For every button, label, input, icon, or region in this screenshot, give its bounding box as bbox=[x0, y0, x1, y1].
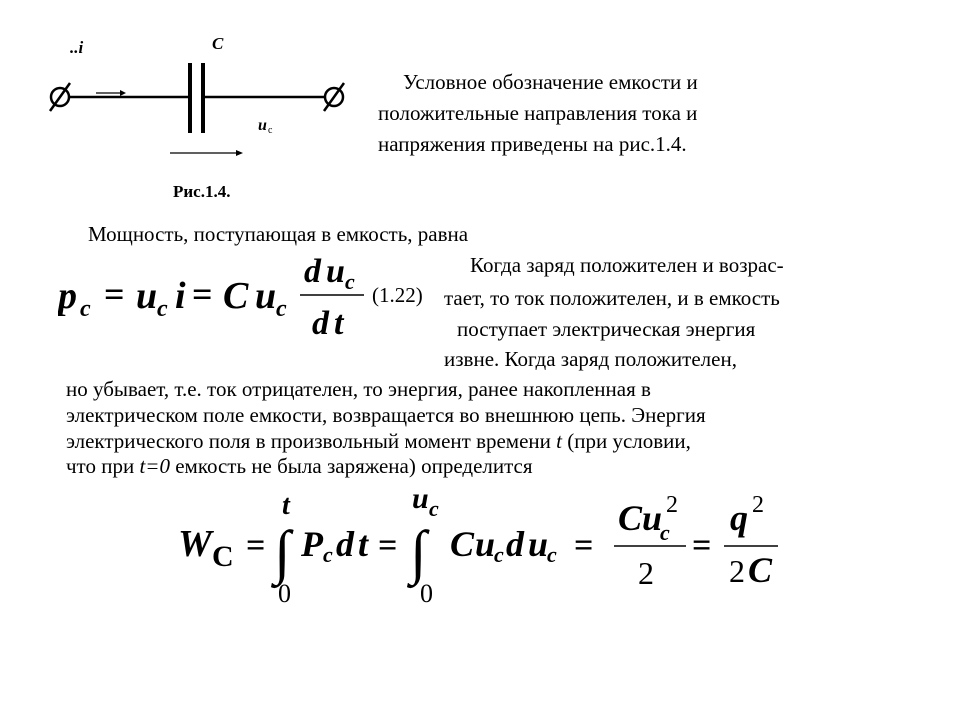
side-line-4: извне. Когда заряд положителен, bbox=[444, 347, 737, 371]
formula-u2: u bbox=[255, 275, 277, 317]
fraction1-u: u bbox=[642, 498, 663, 538]
fraction1-square: 2 bbox=[666, 492, 678, 518]
formula-num-sub: c bbox=[345, 269, 355, 294]
body-line-4 bbox=[66, 453, 533, 479]
side-line-2: тает, то ток положителен, и в емкость bbox=[444, 286, 780, 310]
figure-caption: Рис.1.4. bbox=[173, 182, 231, 201]
intro-line-2: положительные направления тока и bbox=[378, 101, 698, 125]
fraction2-square: 2 bbox=[752, 492, 764, 518]
formula-i: i bbox=[175, 275, 186, 317]
voltage-label: u bbox=[258, 117, 267, 134]
energy-eq-2: = bbox=[378, 527, 398, 564]
intro-line-1: Условное обозначение емкости и bbox=[403, 70, 698, 94]
fraction2-q: q bbox=[730, 498, 748, 538]
energy-W: W bbox=[178, 523, 212, 565]
energy-W-sub: C bbox=[212, 540, 234, 573]
body-line-4-a: что при bbox=[66, 454, 140, 478]
energy-eq-3: = bbox=[574, 527, 594, 564]
formula-num-u: u bbox=[326, 253, 345, 290]
formula-num-d: d bbox=[304, 253, 321, 290]
formula-u2-sub: c bbox=[276, 296, 287, 322]
time-zero-condition: t=0 bbox=[139, 454, 170, 478]
intro-line-3: напряжения приведены на рис.1.4. bbox=[378, 132, 687, 156]
current-arrow-head bbox=[120, 90, 126, 96]
fraction1-C: C bbox=[618, 498, 643, 538]
time-symbol: t bbox=[556, 429, 562, 453]
integral-icon-2: ∫ bbox=[410, 519, 427, 585]
integral-upper-1: t bbox=[282, 490, 290, 521]
body-line-1: но убывает, т.е. ток отрицателен, то энергия, ранее накопленная в bbox=[66, 377, 651, 401]
energy-eq-1: = bbox=[246, 527, 266, 564]
side-line-3: поступает электрическая энергия bbox=[457, 317, 756, 341]
voltage-arrow-head bbox=[236, 150, 243, 156]
formula-den-t: t bbox=[334, 305, 344, 342]
formula-p-sub: c bbox=[80, 296, 91, 322]
capacitor-label: C bbox=[212, 34, 224, 53]
energy-u-sub: c bbox=[494, 542, 504, 567]
energy-C: C bbox=[450, 524, 475, 564]
formula-eq-2: = bbox=[192, 274, 213, 314]
fraction1-u-sub: c bbox=[660, 520, 670, 545]
power-sentence: Мощность, поступающая в емкость, равна bbox=[88, 222, 469, 246]
side-line-1: Когда заряд положителен и возрас- bbox=[470, 253, 784, 277]
integral-lower-2: 0 bbox=[420, 579, 433, 608]
body-line-3-b: (при условии, bbox=[562, 429, 691, 453]
formula-C: C bbox=[223, 275, 249, 317]
body-line-3-a: электрического поля в произвольный момент времени bbox=[66, 429, 557, 453]
energy-d-1: d bbox=[336, 524, 354, 564]
integral-upper-2-u: u bbox=[412, 486, 429, 515]
energy-formula bbox=[178, 486, 798, 616]
circuit-figure bbox=[40, 25, 370, 210]
energy-P-sub: c bbox=[323, 542, 333, 567]
fraction2-C: C bbox=[748, 550, 773, 590]
formula-u: u bbox=[136, 275, 158, 317]
formula-p: p bbox=[58, 275, 77, 317]
energy-t: t bbox=[358, 524, 369, 564]
integral-lower-1: 0 bbox=[278, 579, 291, 608]
energy-u: u bbox=[475, 524, 496, 564]
formula-number: (1.22) bbox=[372, 283, 423, 307]
body-line-2: электрическом поле емкости, возвращается во внешнюю цепь. Энергия bbox=[66, 403, 706, 427]
body-line-4-b: емкость не была заряжена) определится bbox=[169, 454, 533, 478]
fraction1-denominator: 2 bbox=[638, 555, 654, 591]
voltage-label-sub: c bbox=[268, 125, 273, 136]
current-label: ..i bbox=[70, 38, 84, 57]
body-line-3 bbox=[66, 428, 691, 454]
formula-eq-1: = bbox=[104, 274, 125, 314]
energy-u-2: u bbox=[528, 524, 549, 564]
integral-upper-2-c: c bbox=[429, 496, 439, 521]
energy-d-2: d bbox=[506, 524, 524, 564]
fraction2-two: 2 bbox=[729, 553, 745, 589]
formula-u-sub: c bbox=[157, 296, 168, 322]
integral-icon-1: ∫ bbox=[274, 519, 291, 585]
formula-den-d: d bbox=[312, 305, 329, 342]
energy-P: P bbox=[301, 524, 323, 564]
formula-1-22 bbox=[58, 252, 448, 347]
energy-eq-4: = bbox=[692, 527, 712, 564]
energy-u-2-sub: c bbox=[547, 542, 557, 567]
